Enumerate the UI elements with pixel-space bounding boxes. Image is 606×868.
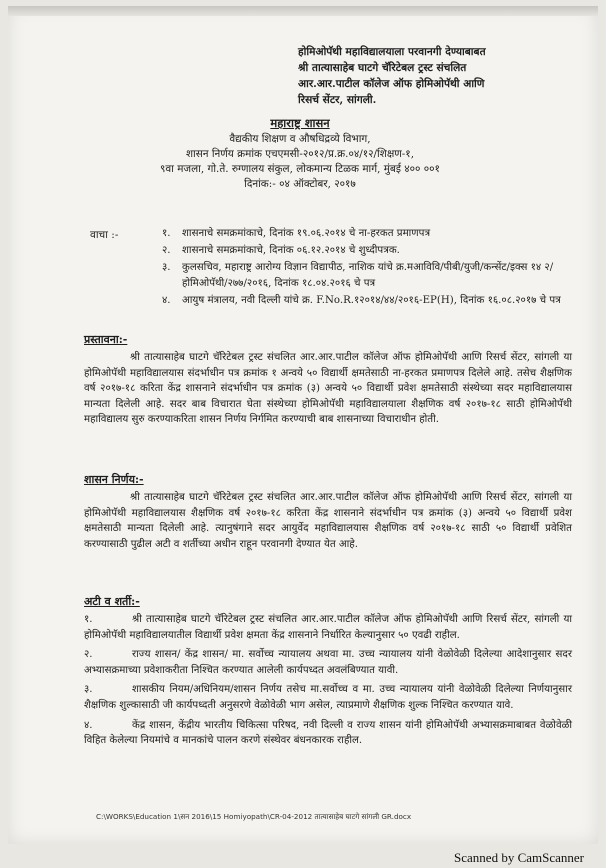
subject-line: श्री तात्यासाहेब घाटगे चॅरिटेबल ट्रस्ट संचलित: [298, 62, 467, 74]
reference-text: शासनाचे समक्रमांकाचे, दिनांक १९.०६.२०१४ चे ना-हरकत प्रमाणपत्र: [182, 228, 431, 239]
decision-text: श्री तात्यासाहेब घाटगे चॅरिटेबल ट्रस्ट संचलित आर.आर.पाटील कॉलेज ऑफ होमिओपॅथी आणि रिसर्च सेंटर, सांगली या होमिओपॅथी महाविद्यालयास शैक्षणिक वर्ष २०१७-१८ करिता केंद्र शासनाने संदर्भाधीन पत्र क्रमांक (३) अन्वये ५० विद्यार्थी प्रवेश क्षमतेसाठी मान्यता दिलेली आहे. त्यानुषंगाने सदर आयुर्वेद महाविद्यालयास शैक्षणिक वर्ष २०१७-१८ साठी ५० विद्यार्थी प्रवेशित करण्यासाठी पुढील अटी व शर्तीच्या अधीन राहून परवानगी देण्यात येत आहे.: [84, 492, 572, 550]
government-info: [110, 116, 490, 192]
references-label: वाचा :-: [90, 229, 119, 241]
condition-number: १.: [84, 614, 93, 625]
reference-item: [162, 260, 582, 290]
reference-number: १.: [162, 228, 171, 239]
condition-text: शासकीय नियम/अधिनियम/शासन निर्णय तसेच मा.सर्वोच्च व मा. उच्च न्यायालय यांनी वेळोवेळी दिलेल्या निर्णयानुसार शैक्षणिक शुल्कासाठी जी कार्यपध्दती अनुसरणे वेळोवेळी भाग असेल, त्याप्रमाणे शैक्षणिक शुल्क निश्चित करण्यात यावे.: [84, 684, 572, 711]
condition-item: [84, 612, 572, 643]
condition-text: केंद्र शासन, केंद्रीय भारतीय चिकित्सा परिषद, नवी दिल्ली व राज्य शासन यांनी होमिओपॅथी अभ्यासक्रमाबाबत वेळोवेळी विहित केलेल्या नियमांचे व मानकांचे पालन करणे संस्थेवर बंधनकारक राहील.: [84, 719, 572, 747]
preamble-title: प्रस्तावना:-: [84, 333, 128, 346]
subject-line: रिसर्च सेंटर, सांगली.: [298, 94, 377, 106]
references-list: [162, 226, 582, 310]
subject-line: होमिओपॅथी महाविद्यालयाला परवानगी देण्याबाबत: [298, 46, 486, 58]
reference-text: कुलसचिव, महाराष्ट्र आरोग्य विज्ञान विद्यापीठ, नाशिक यांचे क्र.मआविवि/पीबी/युजी/कन्सेंट/इक्स १४ २/होमिओपॅथी/२७७/२०१६, दिनांक १८.०४.२०१६ चे पत्र: [182, 262, 554, 289]
condition-text: श्री तात्यासाहेब घाटगे चॅरिटेबल ट्रस्ट संचलित आर.आर.पाटील कॉलेज ऑफ होमिओपॅथी आणि रिसर्च सेंटर, सांगली या होमिओपॅथी महाविद्यालयातील विद्यार्थी प्रवेश क्षमता केंद्र शासनाने निर्धारित केल्यानुसार ५० एवढी राहील.: [84, 614, 572, 641]
reference-text: आयुष मंत्रालय, नवी दिल्ली यांचे क्र. F.No.R.१२०१४/४४/२०१६-EP(H), दिनांक १६.०८.२०१७ चे पत्र: [182, 294, 561, 306]
condition-number: ३.: [84, 684, 93, 696]
file-path-footer: C:\WORKS\Education 1\सन 2016\15 Homiyopath\CR-04-2012 तात्यासाहेब घाटगे सांगली GR.docx: [96, 812, 412, 821]
condition-text: राज्य शासन/ केंद्र शासन/ मा. सर्वोच्च न्यायालय अथवा मा. उच्च न्यायालय यांनी वेळोवेळी दिलेल्या आदेशानुसार सदर अभ्यासक्रमाच्या प्रवेशाकरीता निश्चित करण्यात आलेली कार्यपध्दत अवलंबिण्यात यावी.: [84, 649, 572, 676]
decision-title: शासन निर्णय:-: [84, 473, 144, 486]
reference-number: २.: [162, 245, 171, 257]
reference-text: शासनाचे समक्रमांकाचे, दिनांक ०६.१२.२०१४ चे शुध्दीपत्रक.: [182, 245, 400, 257]
reference-item: [162, 293, 582, 308]
condition-item: [84, 682, 572, 713]
government-name: महाराष्ट्र शासन: [270, 116, 330, 130]
reference-number: ४.: [162, 294, 171, 306]
resolution-number: शासन निर्णय क्रमांक एचएमसी-२०१२/प्र.क्र.०४/१२/शिक्षण-१,: [185, 148, 414, 160]
office-address: ९वा मजला, गो.ते. रुग्णालय संकुल, लोकमान्य टिळक मार्ग, मुंबई ४०० ००१: [160, 163, 440, 175]
condition-number: ४.: [84, 719, 93, 731]
subject-header: [298, 44, 588, 108]
department: वैद्यकीय शिक्षण व औषधिद्रव्ये विभाग,: [229, 133, 371, 145]
scanner-watermark: Scanned by CamScanner: [454, 850, 584, 865]
subject-line: आर.आर.पाटील कॉलेज ऑफ होमिओपॅथी आणि: [298, 78, 485, 90]
reference-number: ३.: [162, 262, 171, 274]
condition-item: [84, 647, 572, 678]
preamble-text: श्री तात्यासाहेब घाटगे चॅरिटेबल ट्रस्ट संचलित आर.आर.पाटील कॉलेज ऑफ होमिओपॅथी आणि रिसर्च सेंटर, सांगली या होमिओपॅथी महाविद्यालयास संदर्भाधीन पत्र क्रमांक १ अन्वये ५० विद्यार्थी क्षमतेसाठी ना-हरकत प्रमाणपत्र दिलेले आहे. तसेच शैक्षणिक वर्ष २०१७-१८ करिता केंद्र शासनाने संदर्भाधीन पत्र क्रमांक (३) अन्वये ५० विद्यार्थी प्रवेश क्षमतेसाठी संस्थेच्या सदर महाविद्यालयास मान्यता दिलेली आहे. सदर बाब विचारात घेता संस्थेच्या होमिओपॅथी महाविद्यालयाला शैक्षणिक वर्ष २०१७-१८ साठी होमिओपॅथी महाविद्यालय सुरु करण्याकरिता शासन निर्णय निर्गमित करण्याची बाब शासनाच्या विचाराधीन होती.: [84, 352, 572, 426]
reference-item: [162, 226, 582, 241]
reference-item: [162, 243, 582, 258]
condition-number: २.: [84, 649, 93, 661]
scan-top-edge: [8, 6, 598, 16]
resolution-date: दिनांक:- ०४ ऑक्टोबर, २०१७: [244, 178, 356, 190]
condition-item: [84, 718, 572, 749]
conditions-list: [84, 612, 572, 753]
conditions-title: अटी व शर्ती:-: [84, 595, 140, 608]
